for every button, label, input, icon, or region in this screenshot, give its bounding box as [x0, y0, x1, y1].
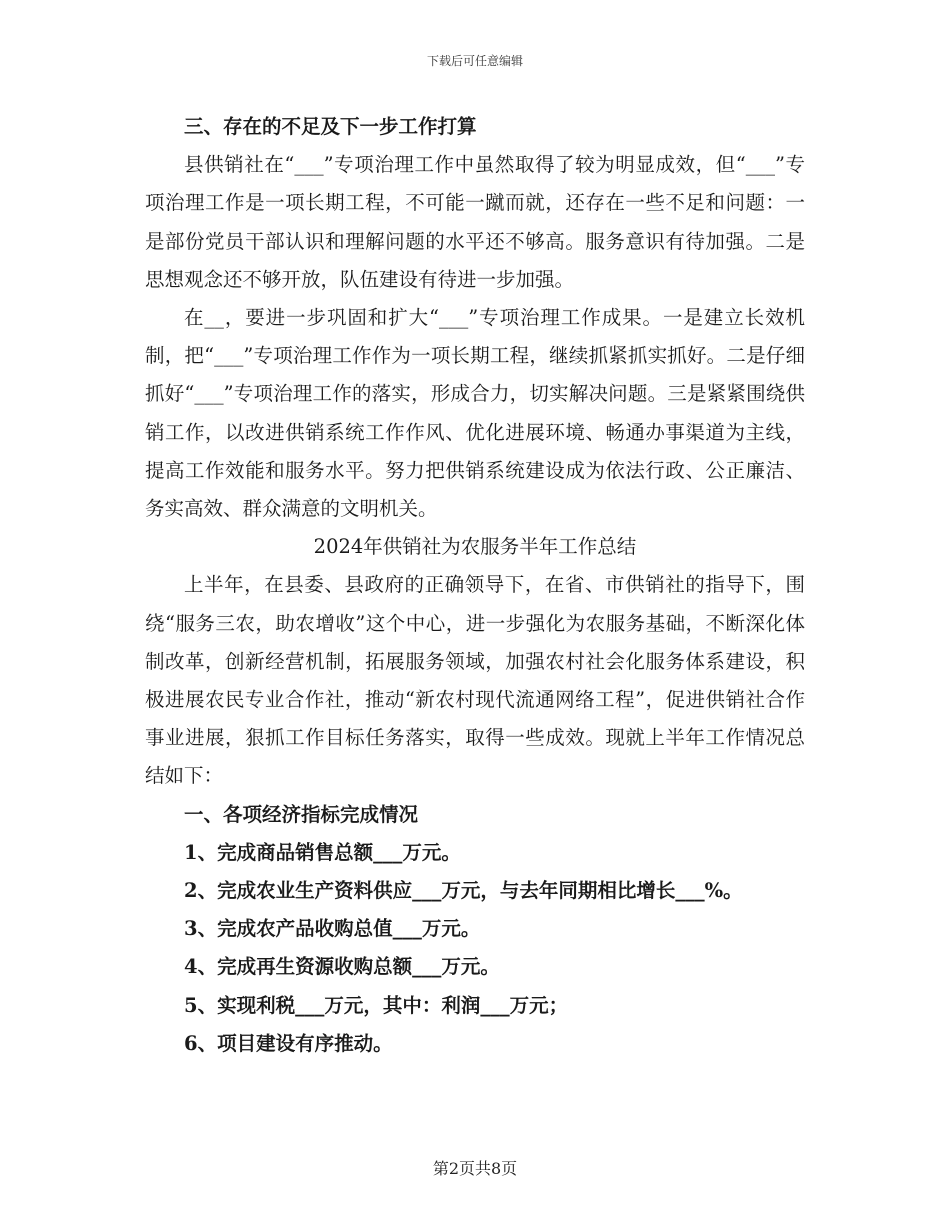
- page-number: 第2页共8页: [432, 1159, 518, 1178]
- page-header: 下载后可任意编辑: [426, 54, 523, 68]
- document-body: [145, 108, 805, 1063]
- section-heading: 三、存在的不足及下一步工作打算: [184, 115, 477, 138]
- paragraph: 上半年，在县委、县政府的正确领导下，在省、市供销社的指导下，围绕“服务三农，助农增收”这个中心，进一步强化为农服务基础，不断深化体制改革，创新经营机制，拓展服务领域，加强农村社会化服务体系建设，积极进展农民专业合作社，推动“新农村现代流通网络工程”，促进供销社合作事业进展，狠抓工作目标任务落实，取得一些成效。现就上半年工作情况总结如下：: [145, 573, 805, 788]
- section-heading: 一、各项经济指标完成情况: [184, 802, 419, 826]
- list-item: 4、完成再生资源收购总额___万元。: [184, 955, 500, 979]
- document-title: 2024年供销社为农服务半年工作总结: [313, 535, 637, 559]
- list-item: 3、完成农产品收购总值___万元。: [184, 917, 481, 941]
- list-item: 1、完成商品销售总额___万元。: [184, 840, 461, 864]
- paragraph: 在__，要进一步巩固和扩大“___”专项治理工作成果。一是建立长效机制，把“___”专项治理工作作为一项长期工程，继续抓紧抓实抓好。二是仔细抓好“___”专项治理工作的落实，形成合力，切实解决问题。三是紧紧围绕供销工作，以改进供销系统工作作风、优化进展环境、畅通办事渠道为主线，提高工作效能和服务水平。努力把供销系统建设成为依法行政、公正廉洁、务实高效、群众满意的文明机关。: [145, 306, 805, 521]
- list-item: 5、实现利税___万元，其中：利润___万元；: [184, 993, 569, 1017]
- list-item: 6、项目建设有序推动。: [184, 1031, 393, 1055]
- list-item: 2、完成农业生产资料供应___万元，与去年同期相比增长___%。: [184, 879, 743, 903]
- paragraph: 县供销社在“___”专项治理工作中虽然取得了较为明显成效，但“___”专项治理工作是一项长期工程，不可能一蹴而就，还存在一些不足和问题：一是部份党员干部认识和理解问题的水平还不够高。服务意识有待加强。二是思想观念还不够开放，队伍建设有待进一步加强。: [145, 153, 805, 291]
